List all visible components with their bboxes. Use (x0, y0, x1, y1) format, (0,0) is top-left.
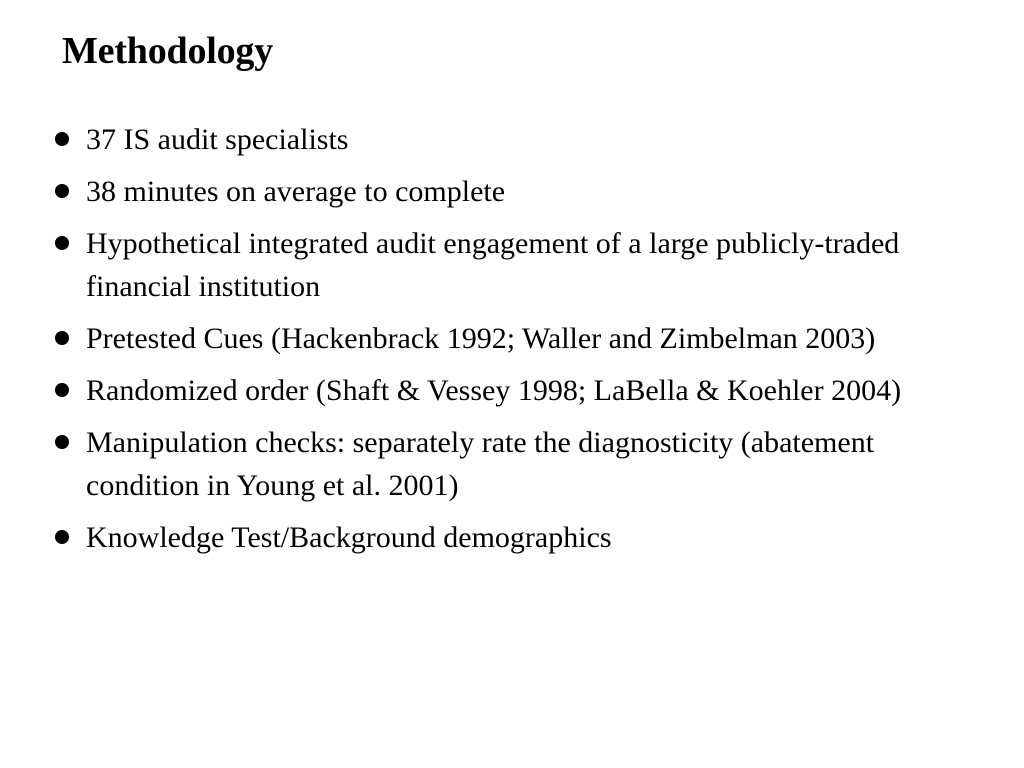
bullet-dot-icon (55, 184, 69, 198)
bullet-dot-icon (55, 331, 69, 345)
bullet-item (0, 516, 946, 559)
bullet-item (0, 170, 946, 213)
bullet-item (0, 421, 946, 507)
bullet-text: Manipulation checks: separately rate the diagnosticity (abatement condition in Young et al. 2001) (86, 426, 875, 502)
bullet-dot-icon (55, 132, 69, 146)
bullet-dot-icon (55, 236, 69, 250)
bullet-text: Knowledge Test/Background demographics (86, 521, 612, 554)
bullet-text: Hypothetical integrated audit engagement of a large publicly-traded financial institution (86, 227, 900, 303)
bullet-item (0, 317, 946, 360)
bullet-text: Pretested Cues (Hackenbrack 1992; Waller and Zimbelman 2003) (86, 322, 876, 355)
bullet-text: 38 minutes on average to complete (86, 175, 506, 208)
bullet-text: Randomized order (Shaft & Vessey 1998; LaBella & Koehler 2004) (86, 374, 902, 407)
bullet-text: 37 IS audit specialists (86, 123, 349, 156)
bullet-item (0, 369, 946, 412)
bullet-dot-icon (55, 530, 69, 544)
bullet-list (0, 118, 1024, 568)
bullet-item (0, 222, 946, 308)
slide-title: Methodology (62, 30, 274, 72)
bullet-dot-icon (55, 383, 69, 397)
bullet-dot-icon (55, 435, 69, 449)
bullet-item (0, 118, 946, 161)
